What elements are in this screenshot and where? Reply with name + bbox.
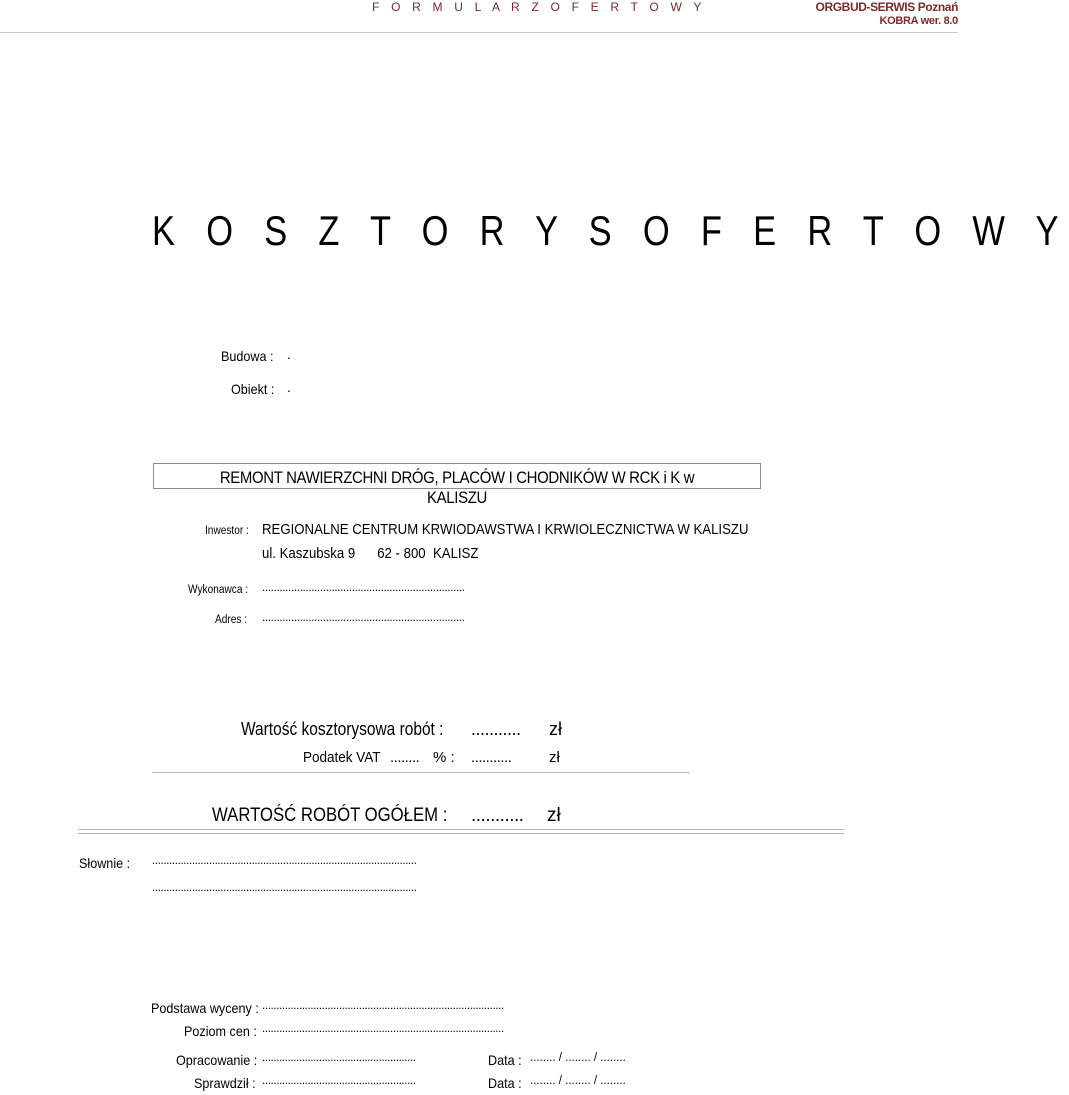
header-divider [0,32,958,33]
inwestor-name: REGIONALNE CENTRUM KRWIODAWSTWA I KRWIOLECZNICTWA W KALISZU [262,521,749,538]
opracowanie-date-label: Data : [488,1052,522,1068]
slownie-line-2: ............................................................................................. [152,882,417,894]
podstawa-value: ..................................................................................... [262,1000,504,1012]
vat-percent-label: % : [433,749,455,766]
opracowanie-label: Opracowanie : [176,1052,258,1068]
sprawdzil-date-value: ........ / ........ / ........ [530,1075,626,1087]
opracowanie-date-value: ........ / ........ / ........ [530,1052,626,1064]
wartosc-unit: zł [549,719,562,739]
obiekt-value: . [287,379,291,395]
adres-label: Adres : [215,614,248,626]
vat-rate: ........ [390,749,420,766]
company-name: ORGBUD-SERWIS Poznań [815,0,958,14]
wykonawca-label: Wykonawca : [188,584,249,596]
sprawdzil-label: Sprawdził : [194,1075,256,1091]
poziom-cen-label: Poziom cen : [184,1023,257,1039]
adres-value: ...................................................................... [262,612,465,624]
wykonawca-value: ...................................................................... [262,582,465,594]
page-title: K O S Z T O R Y S O F E R T O W Y [152,207,1069,254]
sprawdzil-date-label: Data : [488,1075,522,1091]
total-divider-bottom [78,833,844,834]
total-divider-top [78,829,844,830]
project-name-box [153,463,761,507]
wartosc-label: Wartość kosztorysowa robót : [241,719,444,739]
vat-value: ........... [471,749,512,766]
podstawa-label: Podstawa wyceny : [151,1000,259,1016]
budowa-label: Budowa : [221,348,274,364]
vat-label: Podatek VAT [303,749,381,766]
project-name: REMONT NAWIERZCHNI DRÓG, PLACÓW I CHODNIKÓW W RCK i K w KALISZU [219,468,695,507]
slownie-label: Słownie : [79,855,131,871]
vat-divider [152,772,690,773]
sprawdzil-value: ...................................................... [262,1075,416,1087]
total-unit: zł [547,805,561,826]
inwestor-label: Inwestor : [205,525,249,537]
poziom-cen-value: ..................................................................................... [262,1023,504,1035]
inwestor-address: ul. Kaszubska 9 62 - 800 KALISZ [262,545,479,562]
slownie-line-1: ............................................................................................. [152,855,417,867]
budowa-value: . [287,346,291,362]
obiekt-label: Obiekt : [231,381,275,397]
form-type-label: F O R M U L A R Z O F E R T O W Y [372,0,706,14]
total-label: WARTOŚĆ ROBÓT OGÓŁEM : [212,805,448,826]
software-version: KOBRA wer. 8.0 [879,15,958,27]
opracowanie-value: ...................................................... [262,1052,416,1064]
total-value: ........... [471,805,524,826]
wartosc-value: ........... [471,719,521,739]
vat-unit: zł [549,749,560,766]
